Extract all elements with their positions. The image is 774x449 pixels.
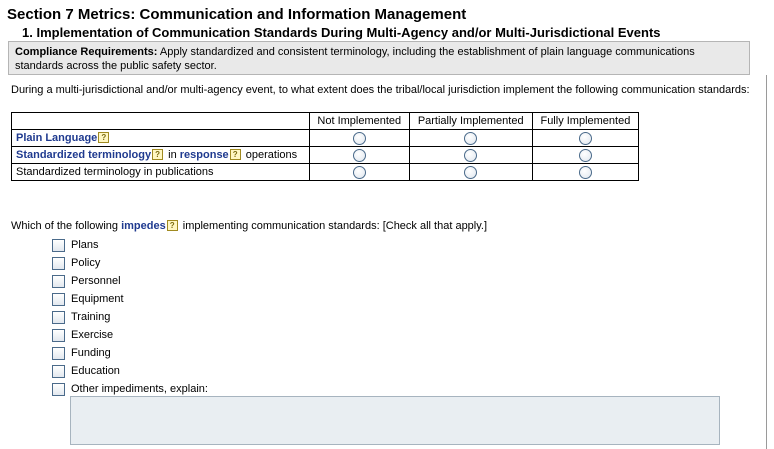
term-plain-language-link[interactable]: Plain Language <box>16 132 98 144</box>
checklist-item <box>52 236 208 254</box>
question-2-prefix: Which of the following <box>11 220 118 232</box>
matrix-corner-cell <box>12 113 310 130</box>
cell-partially-implemented <box>409 130 532 147</box>
checkbox-label: Funding <box>71 347 111 359</box>
question-1-text: During a multi-jurisdictional and/or multi-agency event, to what extent does the tribal/local jurisdiction implement the following communication standards: <box>11 84 750 96</box>
checkbox-label: Equipment <box>71 293 124 305</box>
term-response-link[interactable]: response <box>179 149 229 161</box>
checkbox-label: Personnel <box>71 275 121 287</box>
checkbox-training[interactable] <box>52 311 65 324</box>
matrix-header-row <box>12 113 639 130</box>
checkbox-label: Training <box>71 311 111 323</box>
radio-plain-language-not-implemented[interactable] <box>353 132 366 145</box>
cell-not-implemented <box>310 147 410 164</box>
page-title: Section 7 Metrics: Communication and Information Management <box>7 6 467 23</box>
radio-terminology-response-partially-implemented[interactable] <box>464 149 477 162</box>
checkbox-funding[interactable] <box>52 347 65 360</box>
checkbox-label: Other impediments, explain: <box>71 383 208 395</box>
checkbox-label: Policy <box>71 257 101 269</box>
cell-not-implemented <box>310 164 410 181</box>
radio-terminology-response-not-implemented[interactable] <box>353 149 366 162</box>
checklist-item <box>52 326 208 344</box>
checkbox-plans[interactable] <box>52 239 65 252</box>
checkbox-other-impediments[interactable] <box>52 383 65 396</box>
row-label-text: operations <box>245 149 298 161</box>
help-icon[interactable]: ? <box>167 220 178 231</box>
help-icon[interactable]: ? <box>152 149 163 160</box>
checklist-item <box>52 254 208 272</box>
checkbox-label: Education <box>71 365 120 377</box>
impediments-checklist <box>52 236 208 398</box>
radio-terminology-publications-fully-implemented[interactable] <box>579 166 592 179</box>
row-label <box>12 147 310 164</box>
cell-fully-implemented <box>532 130 638 147</box>
checklist-item <box>52 290 208 308</box>
checklist-item <box>52 308 208 326</box>
column-fully-implemented: Fully Implemented <box>532 113 638 130</box>
checkbox-equipment[interactable] <box>52 293 65 306</box>
term-impedes-link[interactable]: impedes <box>121 220 166 232</box>
row-label: Standardized terminology in publications <box>12 164 310 181</box>
matrix-row-plain-language <box>12 130 639 147</box>
question-2-suffix: implementing communication standards: [Check all that apply.] <box>182 220 488 232</box>
cell-partially-implemented <box>409 147 532 164</box>
help-icon[interactable]: ? <box>230 149 241 160</box>
checkbox-policy[interactable] <box>52 257 65 270</box>
radio-plain-language-fully-implemented[interactable] <box>579 132 592 145</box>
radio-plain-language-partially-implemented[interactable] <box>464 132 477 145</box>
implementation-matrix <box>11 112 639 181</box>
question-heading: 1. Implementation of Communication Standards During Multi-Agency and/or Multi-Jurisdictional Events <box>22 25 661 40</box>
other-impediments-explain-textarea[interactable] <box>70 396 720 445</box>
cell-fully-implemented <box>532 164 638 181</box>
matrix-row-standardized-terminology-response <box>12 147 639 164</box>
checkbox-exercise[interactable] <box>52 329 65 342</box>
checkbox-label: Exercise <box>71 329 114 341</box>
checklist-item <box>52 362 208 380</box>
cell-not-implemented <box>310 130 410 147</box>
checkbox-label: Plans <box>71 239 99 251</box>
question-2-text <box>11 220 487 232</box>
cell-fully-implemented <box>532 147 638 164</box>
checklist-item <box>52 344 208 362</box>
term-standardized-terminology-link[interactable]: Standardized terminology <box>16 149 152 161</box>
radio-terminology-publications-partially-implemented[interactable] <box>464 166 477 179</box>
compliance-label: Compliance Requirements: <box>15 46 158 58</box>
panel-edge <box>766 75 767 449</box>
radio-terminology-response-fully-implemented[interactable] <box>579 149 592 162</box>
radio-terminology-publications-not-implemented[interactable] <box>353 166 366 179</box>
checkbox-education[interactable] <box>52 365 65 378</box>
column-partially-implemented: Partially Implemented <box>409 113 532 130</box>
row-label <box>12 130 310 147</box>
compliance-text: Apply standardized and consistent terminology, including the establishment of plain language communications standards across the public safety sector. <box>15 46 695 72</box>
help-icon[interactable]: ? <box>98 132 109 143</box>
row-label-text: in <box>168 149 177 161</box>
checklist-item <box>52 272 208 290</box>
cell-partially-implemented <box>409 164 532 181</box>
compliance-requirements-box <box>8 41 750 75</box>
checkbox-personnel[interactable] <box>52 275 65 288</box>
matrix-row-standardized-terminology-publications <box>12 164 639 181</box>
column-not-implemented: Not Implemented <box>310 113 410 130</box>
